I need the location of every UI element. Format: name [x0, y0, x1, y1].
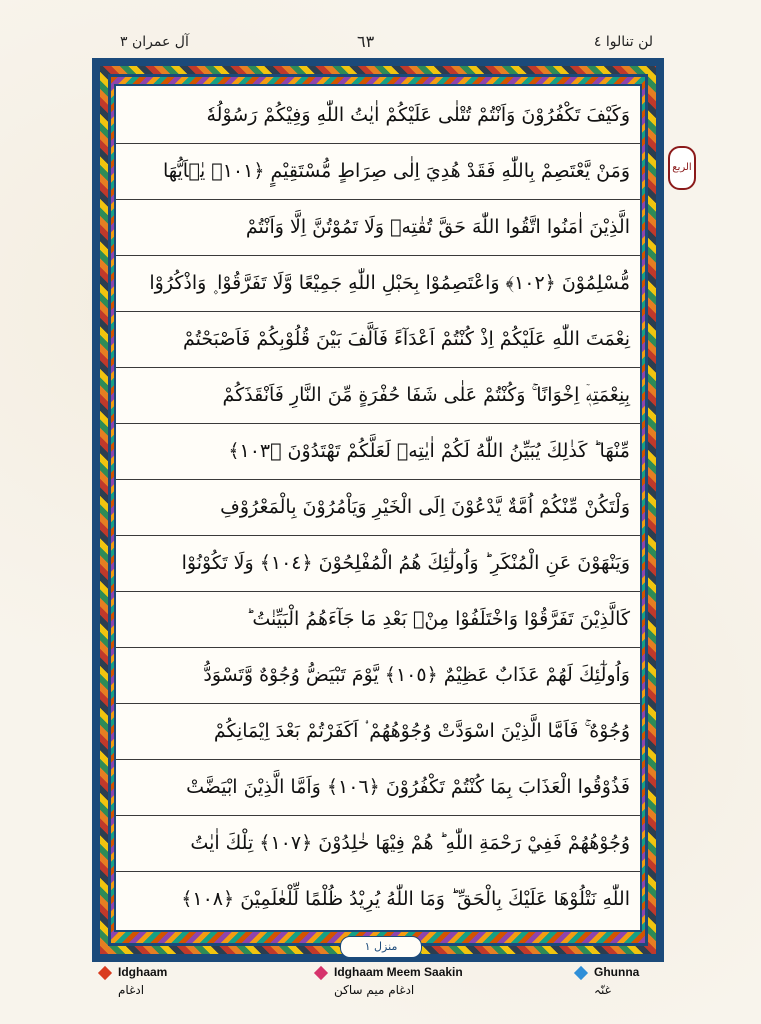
verse-line-3: الَّذِيْنَ اٰمَنُوا اتَّقُوا اللّٰهَ حَقَّ تُقٰتِهٖ وَلَا تَمُوْتُنَّ اِلَّا وَاَنْتُمْ: [116, 198, 640, 256]
verse-line-1: وَكَيْفَ تَكْفُرُوْنَ وَاَنْتُمْ تُتْلٰى عَلَيْكُمْ اٰيٰتُ اللّٰهِ وَفِيْكُمْ رَسُوْلُهٗ: [116, 86, 640, 144]
legend-label-ar: ادغام میم ساکن: [334, 983, 415, 997]
idghaam-color-diamond-icon: [98, 966, 112, 980]
ruku-marker-badge: الربع: [668, 146, 696, 190]
legend-label-en: Ghunna: [594, 965, 640, 979]
idghaam-meem-color-diamond-icon: [314, 966, 328, 980]
verse-line-4: مُّسْلِمُوْنَ ﴿١٠٢﴾ وَاعْتَصِمُوْا بِحَبْلِ اللّٰهِ جَمِيْعًا وَّلَا تَفَرَّقُوْا ۪ وَاذْكُرُوْا: [116, 254, 640, 312]
surah-name: آل عمران ٣: [120, 34, 189, 50]
ghunna-color-diamond-icon: [574, 966, 588, 980]
verse-line-8: وَلْتَكُنْ مِّنْكُمْ اُمَّةٌ يَّدْعُوْنَ اِلَى الْخَيْرِ وَيَاْمُرُوْنَ بِالْمَعْرُوْفِ: [116, 478, 640, 536]
verse-line-14: وُجُوْهُهُمْ فَفِيْ رَحْمَةِ اللّٰهِ ؕ هُمْ فِيْهَا خٰلِدُوْنَ ﴿١٠٧﴾ تِلْكَ اٰيٰتُ: [116, 814, 640, 872]
manzil-marker: منزل ١: [340, 936, 422, 958]
page-number: ٦٣: [357, 32, 375, 51]
legend-label-en: Idghaam Meem Saakin: [334, 965, 463, 979]
verse-line-10: كَالَّذِيْنَ تَفَرَّقُوْا وَاخْتَلَفُوْا مِنْۢ بَعْدِ مَا جَآءَهُمُ الْبَيِّنٰتُ ؕ: [116, 590, 640, 648]
verse-line-9: وَيَنْهَوْنَ عَنِ الْمُنْكَرِ ؕ وَاُولٰٓئِكَ هُمُ الْمُفْلِحُوْنَ ﴿١٠٤﴾ وَلَا تَكُوْنُوْا: [116, 534, 640, 592]
verse-line-11: وَاُولٰٓئِكَ لَهُمْ عَذَابٌ عَظِيْمٌ ﴿١٠٥﴾ يَّوْمَ تَبْيَضُّ وُجُوْهٌ وَّتَسْوَدُّ: [116, 646, 640, 704]
verse-line-6: بِنِعْمَتِهٖۤ اِخْوَانًا ۚ وَكُنْتُمْ عَلٰى شَفَا حُفْرَةٍ مِّنَ النَّارِ فَاَنْقَذَكُمْ: [116, 366, 640, 424]
verse-line-7: مِّنْهَا ؕ كَذٰلِكَ يُبَيِّنُ اللّٰهُ لَكُمْ اٰيٰتِهٖ لَعَلَّكُمْ تَهْتَدُوْنَ ﴿١٠٣﴾: [116, 422, 640, 480]
verse-line-5: نِعْمَتَ اللّٰهِ عَلَيْكُمْ اِذْ كُنْتُمْ اَعْدَآءً فَاَلَّفَ بَيْنَ قُلُوْبِكُمْ فَاَصْبَحْتُمْ: [116, 310, 640, 368]
verse-text-area: [114, 84, 642, 932]
verse-line-15: اللّٰهِ نَتْلُوْهَا عَلَيْكَ بِالْحَقِّ ؕ وَمَا اللّٰهُ يُرِيْدُ ظُلْمًا لِّلْعٰلَمِيْنَ ﴿١٠٨﴾: [181, 888, 630, 910]
legend-label-ar: غنّہ: [594, 983, 611, 997]
verse-line-13: فَذُوْقُوا الْعَذَابَ بِمَا كُنْتُمْ تَكْفُرُوْنَ ﴿١٠٦﴾ وَاَمَّا الَّذِيْنَ ابْيَضَّتْ: [116, 758, 640, 816]
verse-line-12: وُجُوْهٌ ۚ فَاَمَّا الَّذِيْنَ اسْوَدَّتْ وُجُوْهُهُمْ ۟ اَكَفَرْتُمْ بَعْدَ اِيْمَانِكُمْ: [116, 702, 640, 760]
page-header: [95, 30, 665, 58]
juz-name: لن تنالوا ٤: [593, 34, 653, 50]
verse-line-2: وَمَنْ يَّعْتَصِمْ بِاللّٰهِ فَقَدْ هُدِيَ اِلٰى صِرَاطٍ مُّسْتَقِيْمٍ ﴿١٠١﴾ يٰۤاَيُّهَا: [116, 142, 640, 200]
legend-label-en: Idghaam: [118, 965, 168, 979]
legend-label-ar: ادغام: [118, 983, 145, 997]
